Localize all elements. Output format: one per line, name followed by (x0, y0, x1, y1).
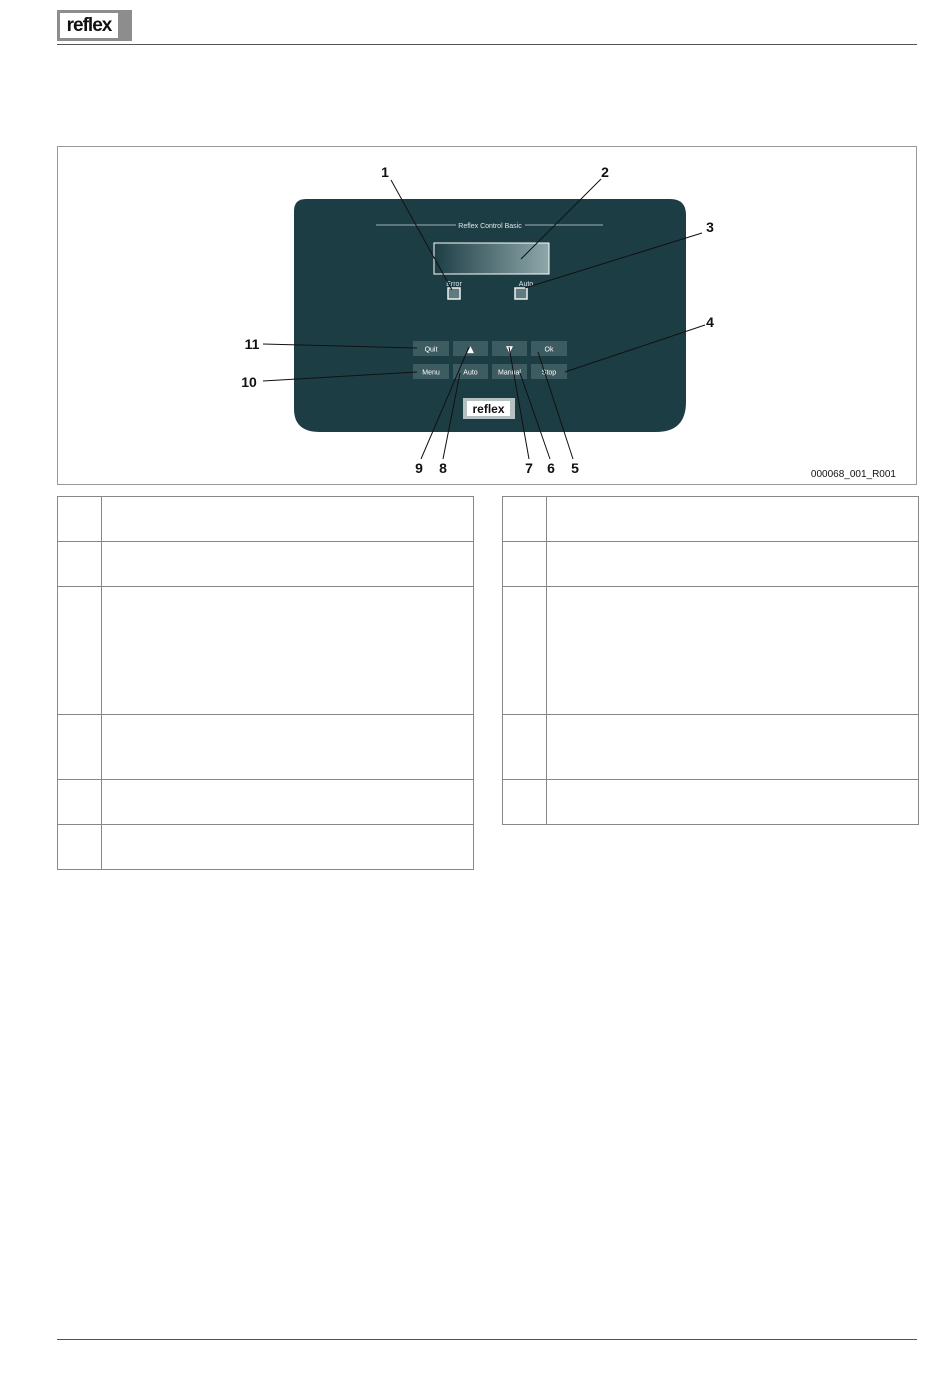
legend-row (58, 587, 474, 715)
legend-row (58, 497, 474, 542)
figure-code: 000068_001_R001 (810, 469, 896, 480)
svg-text:reflex: reflex (472, 402, 505, 416)
button-ok[interactable] (531, 341, 567, 356)
header-rule (57, 44, 917, 45)
svg-text:▼: ▼ (506, 345, 513, 355)
legend-row (58, 825, 474, 870)
control-panel-figure (57, 146, 917, 485)
panel-title: Reflex Control Basic (458, 223, 522, 230)
legend-table-left (57, 496, 474, 870)
callout-3: 3 (706, 219, 714, 235)
logo-text: reflex (60, 13, 118, 38)
legend-table-right (502, 496, 919, 825)
svg-text:Stop: Stop (541, 369, 557, 377)
legend-row (503, 542, 919, 587)
callout-8: 8 (439, 460, 447, 476)
button-stop[interactable] (531, 364, 567, 379)
callout-1: 1 (381, 164, 389, 180)
svg-text:Quit: Quit (424, 346, 438, 354)
callout-5: 5 (571, 460, 579, 476)
callout-11: 11 (244, 336, 260, 352)
callout-10: 10 (241, 374, 257, 390)
auto-led (515, 288, 527, 299)
panel-reflex-logo (463, 398, 515, 419)
callout-9: 9 (415, 460, 423, 476)
legend-row (503, 587, 919, 715)
callout-4: 4 (706, 314, 714, 330)
legend-row (503, 780, 919, 825)
button-menu[interactable] (413, 364, 449, 379)
svg-text:Auto: Auto (463, 369, 478, 377)
led-error-label: Error (446, 281, 462, 288)
button-quit[interactable] (413, 341, 449, 356)
legend-row (58, 542, 474, 587)
reflex-logo-header (57, 10, 132, 41)
callout-2: 2 (601, 164, 609, 180)
legend-row (503, 497, 919, 542)
legend-row (58, 715, 474, 780)
callout-7: 7 (525, 460, 533, 476)
led-auto-label: Auto (518, 281, 534, 288)
button-up[interactable] (453, 341, 488, 356)
svg-text:Ok: Ok (544, 346, 554, 354)
svg-text:▲: ▲ (467, 345, 474, 355)
footer-rule (57, 1339, 917, 1340)
panel-body (294, 199, 686, 432)
svg-text:Manual: Manual (498, 369, 521, 377)
svg-text:Menu: Menu (422, 369, 440, 377)
error-led (448, 288, 460, 299)
callout-6: 6 (547, 460, 555, 476)
control-panel-illustration (58, 147, 918, 486)
legend-row (58, 780, 474, 825)
legend-row (503, 715, 919, 780)
